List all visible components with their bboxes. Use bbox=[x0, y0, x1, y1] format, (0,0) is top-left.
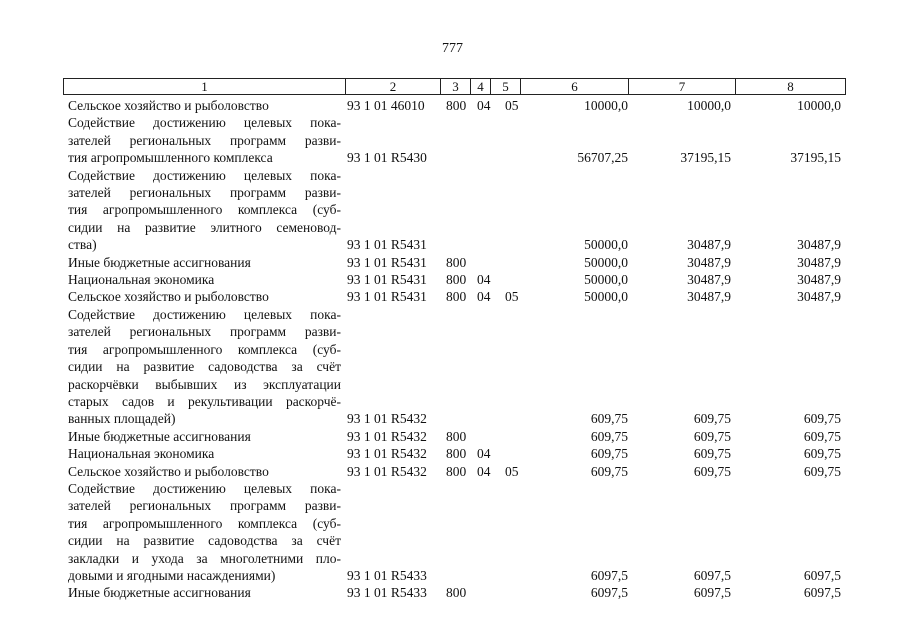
row-name-line: ванных площадей) bbox=[68, 411, 176, 427]
row-value-col8: 37195,15 bbox=[790, 150, 841, 166]
row-value-col6: 50000,0 bbox=[584, 289, 628, 305]
table-row bbox=[0, 114, 905, 166]
row-name bbox=[68, 428, 341, 445]
row-value-col8: 10000,0 bbox=[797, 98, 841, 113]
row-name-line: зателей региональных программ разви- bbox=[68, 324, 341, 340]
row-value-col8: 609,75 bbox=[803, 463, 841, 479]
row-name bbox=[68, 288, 341, 305]
row-name-line: Иные бюджетные ассигнования bbox=[68, 254, 251, 270]
row-value-col8: 30487,9 bbox=[797, 272, 841, 288]
header-col-3: 3 bbox=[441, 79, 471, 94]
row-expense-type: 800 bbox=[446, 463, 467, 479]
row-name bbox=[68, 306, 341, 428]
row-section: 04 bbox=[477, 289, 491, 305]
row-name-line: ства) bbox=[68, 237, 97, 253]
row-value-col6: 609,75 bbox=[590, 411, 628, 427]
row-value-col6: 609,75 bbox=[590, 446, 628, 462]
row-code: 93 1 01 R5432 bbox=[347, 428, 427, 444]
table-row bbox=[0, 97, 905, 114]
row-code: 93 1 01 R5431 bbox=[347, 289, 427, 305]
row-name-line: Содействие достижению целевых пока- bbox=[68, 167, 341, 183]
row-code: 93 1 01 R5432 bbox=[347, 411, 427, 427]
row-name-line: сидии на развитие элитного семеновод- bbox=[68, 219, 341, 235]
row-value-col7: 6097,5 bbox=[693, 585, 731, 601]
row-name bbox=[68, 97, 341, 114]
header-col-7: 7 bbox=[629, 79, 736, 94]
row-name-line: тия агропромышленного комплекса (суб- bbox=[68, 341, 341, 357]
row-value-col7: 10000,0 bbox=[687, 98, 731, 113]
row-code: 93 1 01 R5431 bbox=[347, 237, 427, 253]
row-name-line: зателей региональных программ разви- bbox=[68, 132, 341, 148]
row-value-col7: 30487,9 bbox=[687, 289, 731, 305]
row-name-line: Сельское хозяйство и рыболовство bbox=[68, 289, 269, 305]
row-value-col6: 50000,0 bbox=[584, 254, 628, 270]
row-name bbox=[68, 480, 341, 584]
row-name bbox=[68, 445, 341, 462]
row-value-col7: 609,75 bbox=[693, 411, 731, 427]
row-value-col6: 50000,0 bbox=[584, 272, 628, 288]
row-value-col7: 30487,9 bbox=[687, 254, 731, 270]
row-section: 04 bbox=[477, 446, 491, 462]
row-value-col7: 30487,9 bbox=[687, 272, 731, 288]
row-value-col7: 6097,5 bbox=[693, 567, 731, 583]
row-value-col8: 6097,5 bbox=[803, 585, 841, 601]
row-name-line: Сельское хозяйство и рыболовство bbox=[68, 463, 269, 479]
row-name bbox=[68, 584, 341, 601]
row-section: 04 bbox=[477, 98, 491, 113]
table-row bbox=[0, 445, 905, 462]
table-body bbox=[0, 97, 905, 602]
row-value-col7: 609,75 bbox=[693, 446, 731, 462]
table-row bbox=[0, 428, 905, 445]
row-value-col8: 609,75 bbox=[803, 428, 841, 444]
row-value-col7: 30487,9 bbox=[687, 237, 731, 253]
row-expense-type: 800 bbox=[446, 254, 467, 270]
row-value-col7: 37195,15 bbox=[680, 150, 731, 166]
row-name-line: сидии на развитие садоводства за счёт bbox=[68, 359, 341, 375]
row-value-col8: 6097,5 bbox=[803, 567, 841, 583]
row-expense-type: 800 bbox=[446, 446, 467, 462]
table-row bbox=[0, 167, 905, 254]
row-section: 04 bbox=[477, 463, 491, 479]
row-name-line: Иные бюджетные ассигнования bbox=[68, 585, 251, 601]
row-value-col6: 6097,5 bbox=[590, 567, 628, 583]
row-expense-type: 800 bbox=[446, 289, 467, 305]
row-name-line: Национальная экономика bbox=[68, 446, 215, 462]
row-value-col6: 609,75 bbox=[590, 428, 628, 444]
row-value-col8: 30487,9 bbox=[797, 289, 841, 305]
row-name-line: зателей региональных программ разви- bbox=[68, 185, 341, 201]
row-value-col6: 56707,25 bbox=[577, 150, 628, 166]
row-name-line: старых садов и рекультивации раскорчё- bbox=[68, 393, 341, 409]
row-code: 93 1 01 46010 bbox=[347, 98, 425, 113]
row-name-line: закладки и ухода за многолетними пло- bbox=[68, 550, 341, 566]
row-expense-type: 800 bbox=[446, 272, 467, 288]
row-name-line: раскорчёвки выбывших из эксплуатации bbox=[68, 376, 341, 392]
row-name bbox=[68, 271, 341, 288]
row-code: 93 1 01 R5431 bbox=[347, 254, 427, 270]
row-value-col8: 609,75 bbox=[803, 446, 841, 462]
row-expense-type: 800 bbox=[446, 98, 467, 113]
header-col-8: 8 bbox=[787, 79, 794, 94]
header-col-2: 2 bbox=[346, 79, 441, 94]
row-value-col6: 10000,0 bbox=[584, 98, 628, 113]
row-name bbox=[68, 463, 341, 480]
row-name bbox=[68, 254, 341, 271]
header-col-1: 1 bbox=[64, 79, 346, 94]
row-subsection: 05 bbox=[505, 289, 519, 305]
header-col-4: 4 bbox=[471, 79, 491, 94]
row-name bbox=[68, 167, 341, 254]
header-col-6: 6 bbox=[521, 79, 629, 94]
row-value-col8: 30487,9 bbox=[797, 237, 841, 253]
row-value-col6: 609,75 bbox=[590, 463, 628, 479]
row-value-col7: 609,75 bbox=[693, 428, 731, 444]
row-code: 93 1 01 R5433 bbox=[347, 585, 427, 601]
row-name-line: Содействие достижению целевых пока- bbox=[68, 115, 341, 131]
table-row bbox=[0, 584, 905, 601]
row-name-line: Иные бюджетные ассигнования bbox=[68, 428, 251, 444]
row-code: 93 1 01 R5431 bbox=[347, 272, 427, 288]
table-row bbox=[0, 306, 905, 428]
row-code: 93 1 01 R5430 bbox=[347, 150, 427, 166]
row-name-line: Содействие достижению целевых пока- bbox=[68, 306, 341, 322]
row-name-line: Национальная экономика bbox=[68, 272, 215, 288]
header-col-5: 5 bbox=[491, 79, 521, 94]
table-row bbox=[0, 463, 905, 480]
row-code: 93 1 01 R5432 bbox=[347, 463, 427, 479]
row-value-col7: 609,75 bbox=[693, 463, 731, 479]
row-value-col8: 609,75 bbox=[803, 411, 841, 427]
row-expense-type: 800 bbox=[446, 428, 467, 444]
table-row bbox=[0, 271, 905, 288]
row-name bbox=[68, 114, 341, 166]
table-row bbox=[0, 254, 905, 271]
row-value-col6: 50000,0 bbox=[584, 237, 628, 253]
row-expense-type: 800 bbox=[446, 585, 467, 601]
row-subsection: 05 bbox=[505, 98, 519, 113]
page-number: 777 bbox=[442, 41, 463, 56]
row-name-line: довыми и ягодными насаждениями) bbox=[68, 567, 276, 583]
table-header bbox=[63, 78, 846, 95]
row-section: 04 bbox=[477, 272, 491, 288]
row-name-line: сидии на развитие садоводства за счёт bbox=[68, 533, 341, 549]
row-code: 93 1 01 R5432 bbox=[347, 446, 427, 462]
row-name-line: Содействие достижению целевых пока- bbox=[68, 480, 341, 496]
row-name-line: Сельское хозяйство и рыболовство bbox=[68, 98, 269, 113]
row-value-col6: 6097,5 bbox=[590, 585, 628, 601]
row-name-line: тия агропромышленного комплекса (суб- bbox=[68, 202, 341, 218]
row-name-line: зателей региональных программ разви- bbox=[68, 498, 341, 514]
row-subsection: 05 bbox=[505, 463, 519, 479]
row-value-col8: 30487,9 bbox=[797, 254, 841, 270]
table-row bbox=[0, 480, 905, 584]
row-name-line: тия агропромышленного комплекса bbox=[68, 150, 273, 166]
table-row bbox=[0, 288, 905, 305]
row-code: 93 1 01 R5433 bbox=[347, 567, 427, 583]
row-name-line: тия агропромышленного комплекса (суб- bbox=[68, 515, 341, 531]
